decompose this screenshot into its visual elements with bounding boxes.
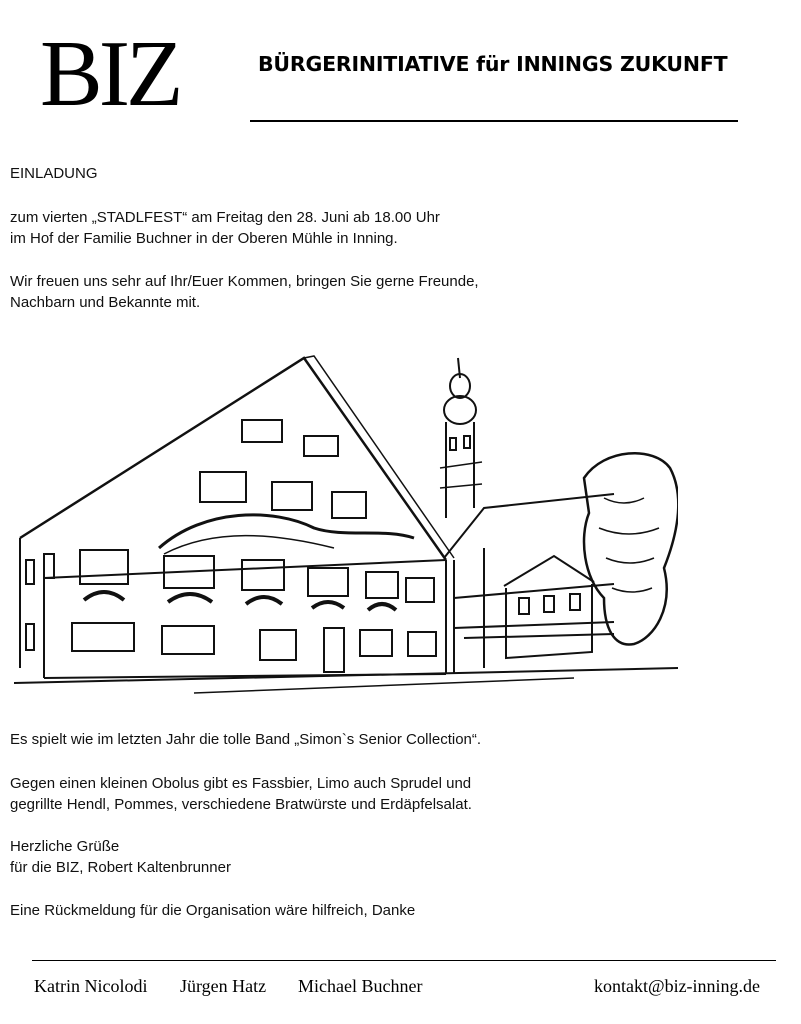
greeting: Herzliche Grüße xyxy=(10,838,120,855)
food-line-1: Gegen einen kleinen Obolus gibt es Fassbier, Limo auch Sprudel und xyxy=(10,775,472,792)
letter-title: EINLADUNG xyxy=(10,165,98,182)
welcome-line-1: Wir freuen uns sehr auf Ihr/Euer Kommen, bringen Sie gerne Freunde, xyxy=(10,273,479,290)
invite-line-1: zum vierten „STADLFEST“ am Freitag den 28. Juni ab 18.00 Uhr xyxy=(10,209,440,226)
footer-name: Jürgen Hatz xyxy=(180,976,267,996)
logo-text: BIZ xyxy=(40,22,180,126)
footer-name: Katrin Nicolodi xyxy=(34,976,148,996)
welcome-line-2: Nachbarn und Bekannte mit. xyxy=(10,294,201,311)
biz-logo xyxy=(40,24,240,124)
food-line-2: gegrillte Hendl, Pommes, verschiedene Bratwürste und Erdäpfelsalat. xyxy=(10,796,472,813)
rsvp-note: Eine Rückmeldung für die Organisation wäre hilfreich, Danke xyxy=(10,902,416,919)
footer-divider xyxy=(32,960,776,961)
header-divider xyxy=(250,120,738,122)
invite-line-2: im Hof der Familie Buchner in der Oberen Mühle in Inning. xyxy=(10,230,398,247)
band-line: Es spielt wie im letzten Jahr die tolle Band „Simon`s Senior Collection“. xyxy=(10,731,482,748)
signature: für die BIZ, Robert Kaltenbrunner xyxy=(10,859,231,876)
building-illustration xyxy=(14,338,678,708)
org-name: BÜRGERINITIATIVE für INNINGS ZUKUNFT xyxy=(258,52,728,76)
footer-name: Michael Buchner xyxy=(298,976,423,996)
contact-email[interactable]: kontakt@biz-inning.de xyxy=(594,976,761,996)
